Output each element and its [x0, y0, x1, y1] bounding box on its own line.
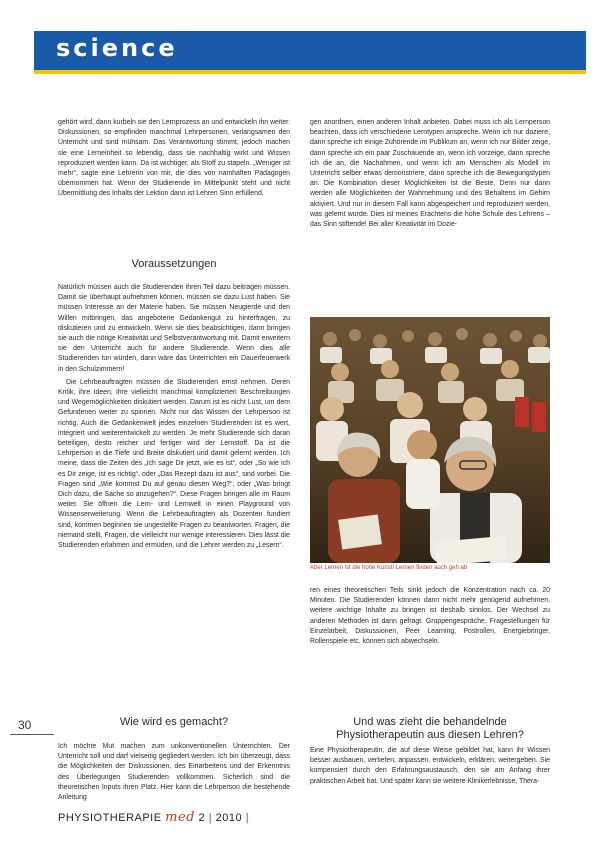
section-heading-und-was: Und was zieht die behandelnde Physiotherapeutin aus diesen Lehren? — [336, 716, 524, 741]
body-paragraph: ren eines theoretischen Teils sinkt jedoch die Konzentration nach ca. 20 Minuten. Die Studierenden können dann nicht mehr genügend aufnehmen, weitere wichtige Inhalte zu bringen ist deshalb sinnlos. Der Wechsel zu anderen Methoden ist dann gefragt. Gruppengespräche, Fragestellungen für Einzelarbeit, Diskussionen, Peer Learning, Postrollen, Energiebringer, Rollenspiele etc. können sich abwechseln. — [310, 587, 550, 646]
issue-number: 2 — [198, 812, 206, 824]
body-paragraph: Natürlich müssen auch die Studierenden ihren Teil dazu beitragen müssen. Damit sie überhaupt aufnehmen können, müssen sie dazu Lust haben. Sie müssen Interesse an der Materie haben. Sie müssen Neugierde und den Willen mitbringen, das angebotene Gedankengut zu hinterfragen, zu diskutieren und zu entwickeln. Wenn sie dies beabsichtigen, dann bringen sie auch die nötige Kreativität und Selbstverantwortung mit. Damit erweitern sie den Unterricht auch für andere Studierende. Wenn dies alle Studierenden tun würden, dann wäre das Unterrichten ein Dauerfeuerwerk in den Schulzimmern! — [58, 284, 290, 373]
left-column-top — [58, 118, 290, 203]
page-number: 30 — [18, 718, 32, 732]
left-column-middle — [58, 283, 290, 554]
bottom-left-column — [58, 742, 290, 806]
body-paragraph: Ich möchte Mut machen zum unkonventionellen Unterrichten. Der Unterricht soll und darf vielseitig gegliedert werden. Ich bin überzeugt, dass die Möglichkeiten der Diskussionen, des Einarbeitens und der Erkenntnis des Überlegungen Studierenden vollkommen. Sicherlich sind die theoretischen Inputs ihren Platz. Hier kann die Lehrperson die bestehende Anleitung — [58, 743, 290, 802]
photo-caption: Aber Lernen ist die hohe Kunst! Lernen finden auch geh ab — [310, 565, 468, 571]
right-column-top — [310, 118, 550, 233]
banner-accent-bar — [34, 70, 586, 74]
body-paragraph: Eine Physiotherapeutin, die auf diese Weise gebildet hat, kann ihr Wissen besser ausbauen, vertiefen, anpassen, entwickeln, erklären, weitergeben. Sie kompensiert durch den Erfahrungsaustausch, den sie am Anfang ihrer praktischen Arbeit hat. Und später kann sie weitere Klinikerlebnisse, Thera- — [310, 747, 550, 785]
magazine-med-logo: med — [165, 810, 195, 825]
section-heading-voraussetzungen: Voraussetzungen — [131, 258, 217, 270]
footer-separator: | — [208, 812, 213, 824]
body-paragraph: gehört wird, dann kurbeln sie den Lernprozess an und entwickeln ihn weiter. Diskussionen, so empfinden manchmal Lehrpersonen, verlangsamen den Unterricht und sind mühsam. Das Verantwortung stimmt, jedoch machen sie eine Lerneinheit so lebendig, dass sie nachhaltig wirkt und Wissen reproduziert werden kann. Da ist wichtiger, als Stoff zu stapeln. „Weniger ist mehr“, sagte eine Lehrerin von mir, die dies von namhaften Pädagogen übernommen hat. Wenn der Studierende im Mittelpunkt steht und nicht Übermittlung des Inhalts der Lektion dann ist Lehren Sinn erfüllend. — [58, 119, 290, 198]
bottom-right-column — [310, 746, 550, 790]
magazine-name: PHYSIOTHERAPIE — [58, 812, 162, 824]
page-number-rule — [10, 734, 54, 735]
audience-image — [310, 317, 550, 563]
section-title: science — [56, 34, 178, 62]
lecture-hall-photo — [310, 317, 550, 563]
footer-separator: | — [245, 812, 250, 824]
magazine-footer — [58, 810, 249, 825]
body-paragraph: Die Lehrbeauftragten müssen die Studierenden ernst nehmen. Deren Kritik, ihre Ideen, ihre vielleicht manchmal komplizierten Beschreibungen und Wegemöglichkeiten diskutiert werden. Darum ist es nicht Lust, um dem Gefundenen weiter zu spinnen. Nicht nur das Wissen der Lehrperson ist richtig. Auch die Gedankenwelt jedes einzelnen Studierenden ist es wert, integriert und weiterentwickelt zu werden. Je mehr Studierende sich daran beteiligen, desto reicher und fertiger wird der Lernstoff. Da ist die Lehrperson in die Tiefe und Breite diskutiert und damit gelernt werden. Ich meine, dass die Zeiten des „Ich sage Dir jetzt, wie es ist“, oder „So wie ich es Dir zeige, ist es richtig“, oder „Das Rezept dazu ist aus“, sind vorbei. Die Fragen sind „Wie kommst Du auf genau diesen Weg?“, oder „Was bringt Dich dazu, die Sache so anzugehen?“. Diese Fragen bringen alle im Raum weiter. Sie öffnen die Lern- und Lernwelt in einen Playground von Wissenserweiterung. Wenn die Lehrbeauftragten als Dozenten fundiert sind, kommen beginnen sie ungestellte Fragen zu beantworten. Fragen, die niemand stellt, Fragen, die vielleicht nur wenige interessieren. Dies lässt die Studierenden erlahmen und ermüden, und die Lehrer werden zu „Lesern“. — [58, 378, 290, 550]
section-heading-wie: Wie wird es gemacht? — [119, 716, 229, 728]
right-column-bottom — [310, 586, 550, 650]
body-paragraph: gen anordnen, einen anderen Inhalt anbieten. Dabei muss ich als Lernperson beachten, dass ich verschiedene Lerntypen anspreche. Wenn ich nur doziere, dann spreche ich einige Zuhörende im Publikum an, wenn ich nur Bilder zeige, dann spreche ich ein paar Zuschauende an, wenn ich vorzeige, dann spreche ich die an, die Nachahmen, und wenn ich am Menschen als Modell im Unterricht selber etwas demonstriere, dann spreche ich die Bewegungstypen an. Die Kombination dieser Möglichkeiten ist die Beste. Denn nur dann werden alle Möglichkeiten der Wahrnehmung und des Behaltens im Gehirn aktiviert. Und nur in diesem Fall kann abgespeichert und reproduziert werden, was gelernt wurde. Dies ist meines Erachtens die hohe Schule des Lehrens – das Sinn stiftende! Bei aller Kreativität im Dozie- — [310, 119, 550, 229]
issue-year: 2010 — [215, 812, 243, 824]
